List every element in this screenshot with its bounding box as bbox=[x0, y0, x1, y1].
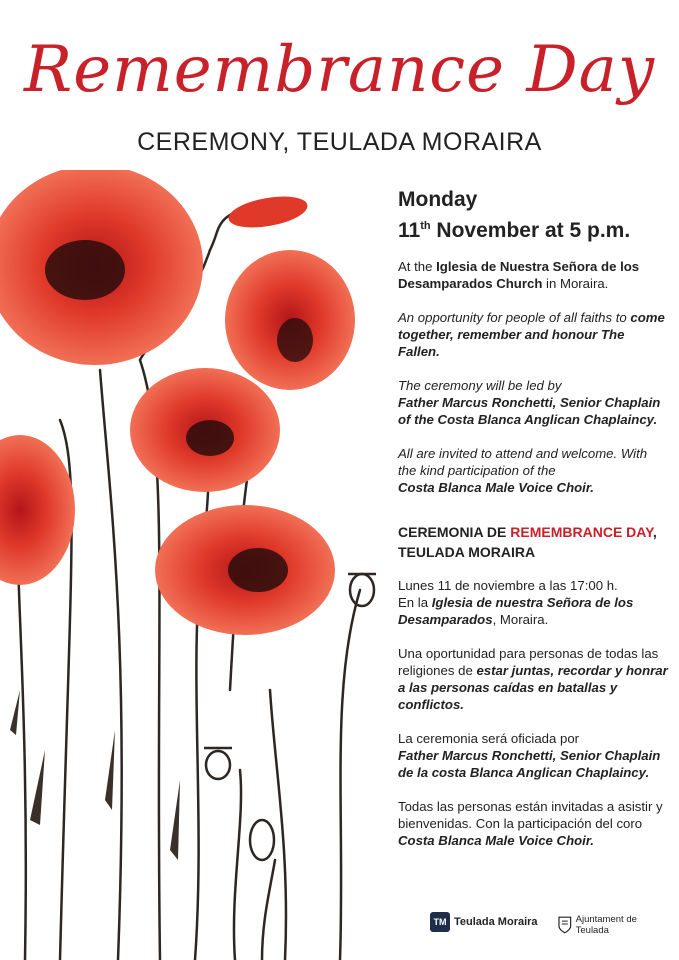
invitation-english: All are invited to attend and welcome. With the kind participation of the Costa Blanca Male Voice Choir. bbox=[398, 446, 648, 495]
sponsor-logos bbox=[430, 912, 670, 940]
date-spanish: Lunes 11 de noviembre a las 17:00 h. En la Iglesia de nuestra Señora de los Desamparados, Moraira. bbox=[398, 578, 634, 627]
opportunity-english: An opportunity for people of all faiths to come together, remember and honour The Fallen. bbox=[398, 310, 665, 359]
tm-logo-icon: TM bbox=[430, 912, 450, 932]
event-subtitle: CEREMONY, TEULADA MORAIRA bbox=[137, 128, 542, 156]
event-details bbox=[398, 186, 668, 866]
invitation-spanish: Todas las personas están invitadas a asistir y bienvenidas. Con la participación del coro Costa Blanca Male Voice Choir. bbox=[398, 799, 663, 848]
date-full: 11th November at 5 p.m. bbox=[398, 219, 631, 242]
poppy-flower-right bbox=[225, 250, 355, 390]
poppy-illustration bbox=[0, 170, 390, 960]
officiant-spanish: La ceremonia será oficiada por Father Marcus Ronchetti, Senior Chaplain de la costa Blanca Anglican Chaplaincy. bbox=[398, 731, 661, 780]
ajuntament-logo: Ajuntament de Teulada bbox=[558, 914, 670, 936]
coat-of-arms-icon bbox=[558, 916, 572, 934]
poppy-flower-large bbox=[0, 170, 203, 365]
opportunity-spanish: Una oportunidad para personas de todas las religiones de estar juntas, recordar y honrar a las personas caídas en batallas y conflictos. bbox=[398, 646, 668, 712]
poppy-flower-bottom bbox=[155, 505, 335, 635]
event-title: Remembrance Day bbox=[24, 33, 655, 107]
poppy-bud-top bbox=[226, 191, 310, 232]
spanish-heading: CEREMONIA DE REMEMBRANCE DAY, TEULADA MORAIRA bbox=[398, 524, 657, 560]
poppy-flower-left-edge bbox=[0, 435, 75, 585]
poppy-flower-middle bbox=[130, 368, 280, 492]
venue-english: At the Iglesia de Nuestra Señora de los Desamparados Church in Moraira. bbox=[398, 259, 640, 291]
teulada-moraira-logo: TM Teulada Moraira bbox=[430, 912, 538, 932]
officiant-english: The ceremony will be led by Father Marcus Ronchetti, Senior Chaplain of the Costa Blanca Anglican Chaplaincy. bbox=[398, 378, 661, 427]
date-weekday: Monday bbox=[398, 188, 478, 211]
